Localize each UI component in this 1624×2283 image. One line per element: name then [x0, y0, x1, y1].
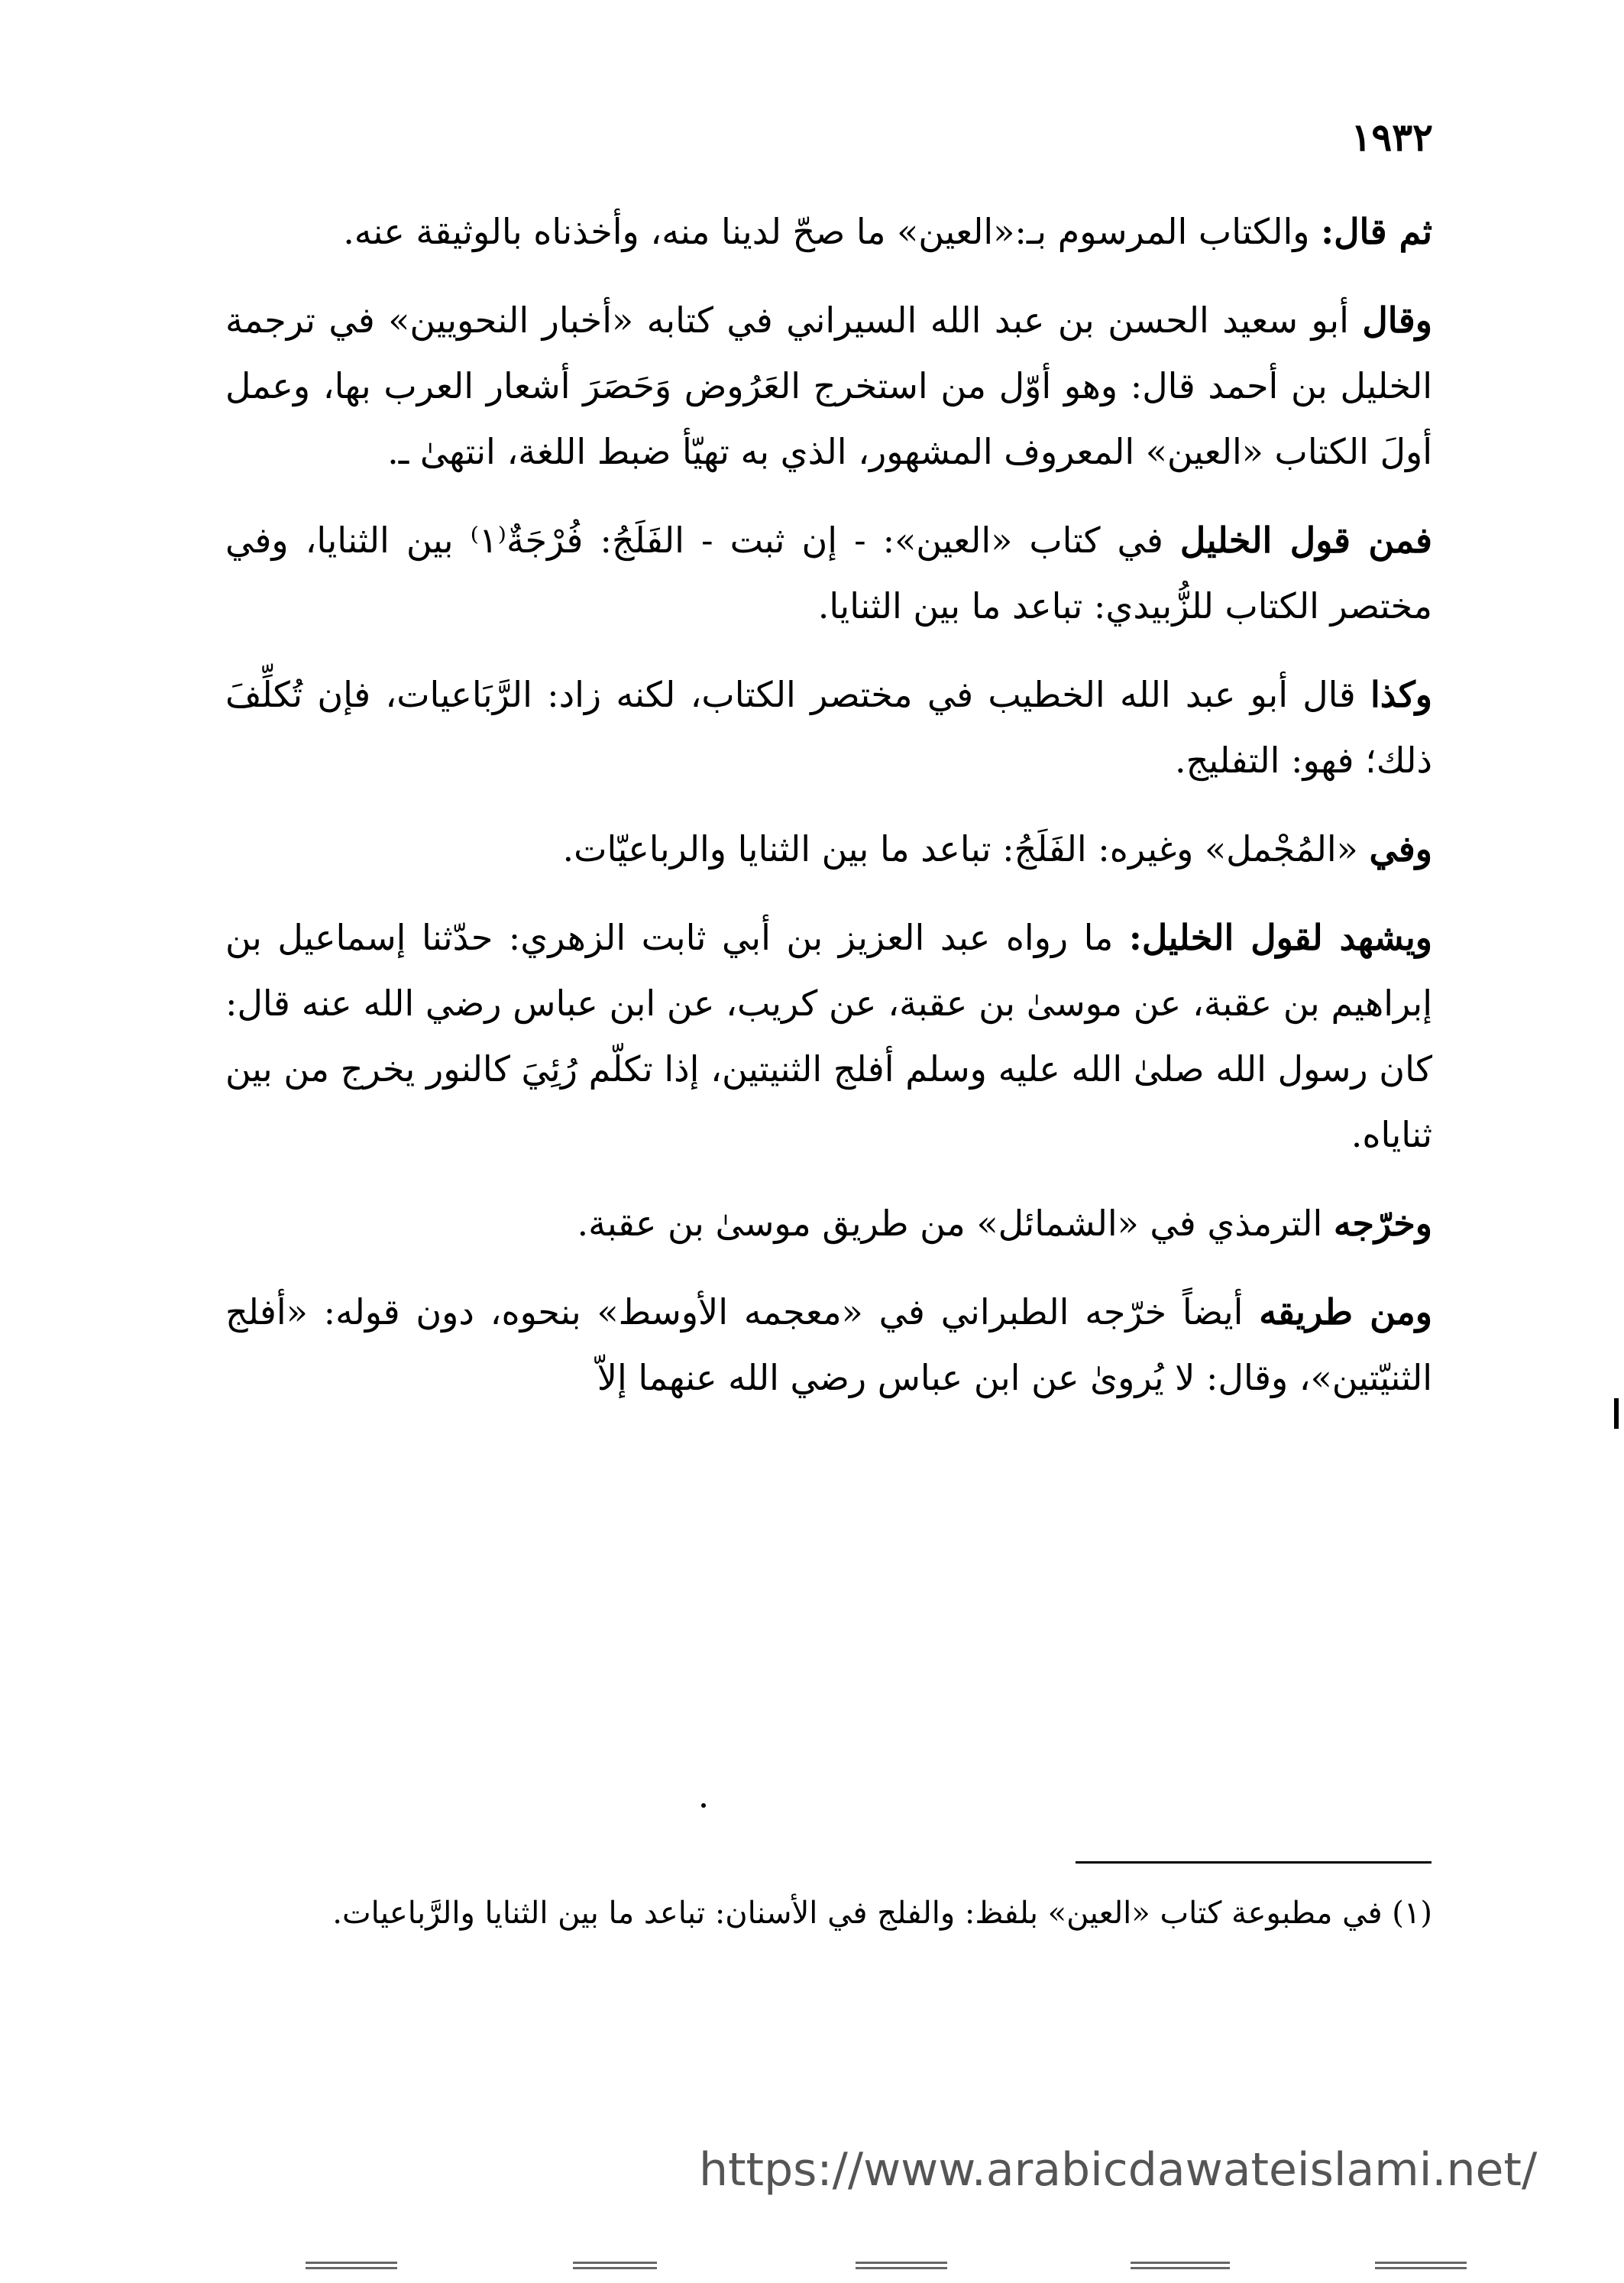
- paragraph-lead: وخرّجه: [1333, 1203, 1432, 1244]
- paragraph-lead: ثم قال:: [1321, 211, 1432, 252]
- paragraph-text: قال أبو عبد الله الخطيب في مختصر الكتاب، لكنه زاد: الرَّبَاعيات، فإن تُكلِّفَ ذلك؛ فهو: التفليج.: [225, 674, 1432, 781]
- scan-mark: [306, 2262, 397, 2264]
- paragraph-lead: ويشهد لقول الخليل:: [1128, 917, 1432, 958]
- paragraph: [225, 1190, 1432, 1256]
- paragraph-text: الترمذي في «الشمائل» من طريق موسىٰ بن عقبة.: [577, 1203, 1334, 1244]
- paragraph: [225, 1279, 1432, 1410]
- scan-mark: [573, 2262, 657, 2264]
- paragraph: [225, 905, 1432, 1167]
- scan-mark: [573, 2267, 657, 2269]
- footnote: (١) في مطبوعة كتاب «العين» بلفظ: والفلج في الأسنان: تباعد ما بين الثنايا والرَّباعيات.: [332, 1896, 1432, 1931]
- scan-mark: [1375, 2262, 1467, 2264]
- ink-dot: [701, 1803, 706, 1808]
- paragraph: [225, 287, 1432, 484]
- paragraph-text: ما رواه عبد العزيز بن أبي ثابت الزهري: حدّثنا إسماعيل بن إبراهيم بن عقبة، عن موسىٰ بن عقبة، عن كريب، عن ابن عباس رضي الله عنه قال: كان رسول الله صلىٰ الله عليه وسلم أفلج الثنيتين، إذا تكلّم رُئِيَ كالنور يخرج من بين ثناياه.: [225, 917, 1432, 1155]
- paragraph-lead: وقال: [1362, 300, 1432, 341]
- scan-edge-mark: [1614, 1398, 1619, 1429]
- paragraph: [225, 507, 1432, 639]
- paragraph-text: أيضاً خرّجه الطبراني في «معجمه الأوسط» بنحوه، دون قوله: «أفلج الثنيّتين»، وقال: لا يُروىٰ عن ابن عباس رضي الله عنهما إلاّ: [225, 1291, 1432, 1398]
- page-number: ١٩٣٢: [1351, 115, 1433, 160]
- footnote-divider: [1076, 1861, 1432, 1864]
- paragraph-lead: وفي: [1369, 828, 1432, 869]
- paragraph-text: والكتاب المرسوم بـ:«العين» ما صحّ لدينا منه، وأخذناه بالوثيقة عنه.: [343, 211, 1322, 252]
- paragraph: [225, 816, 1432, 882]
- watermark-url: https://www.arabicdawateislami.net/: [699, 2143, 1538, 2197]
- paragraph-lead: ومن طريقه: [1259, 1291, 1432, 1333]
- scan-mark: [306, 2267, 397, 2269]
- paragraph-text: «المُجْمل» وغيره: الفَلَجُ: تباعد ما بين الثنايا والرباعيّات.: [562, 828, 1370, 869]
- paragraph-text: أبو سعيد الحسن بن عبد الله السيراني في كتابه «أخبار النحويين» في ترجمة الخليل بن أحمد قال: وهو أوّل من استخرج العَرُوض وَحَصَرَ أشعار العرب بها، وعمل أولَ الكتاب «العين» المعروف المشهور، الذي به تهيّأ ضبط اللغة، انتهىٰ ـ.: [225, 300, 1432, 472]
- scan-mark: [1131, 2267, 1230, 2269]
- scan-bottom-marks: [0, 2262, 1624, 2271]
- body-text: [225, 199, 1432, 1433]
- scan-mark: [1131, 2262, 1230, 2264]
- scan-mark: [856, 2262, 947, 2264]
- paragraph: [225, 199, 1432, 264]
- scan-mark: [1375, 2267, 1467, 2269]
- paragraph-text: في كتاب «العين»: - إن ثبت - الفَلَجُ: فُرْجَةٌ⁽١⁾ بين الثنايا، وفي مختصر الكتاب للزُّبيدي: تباعد ما بين الثنايا.: [225, 520, 1432, 627]
- paragraph-lead: فمن قول الخليل: [1179, 520, 1432, 561]
- paragraph-lead: وكذا: [1370, 674, 1432, 715]
- scan-mark: [856, 2267, 947, 2269]
- paragraph: [225, 662, 1432, 793]
